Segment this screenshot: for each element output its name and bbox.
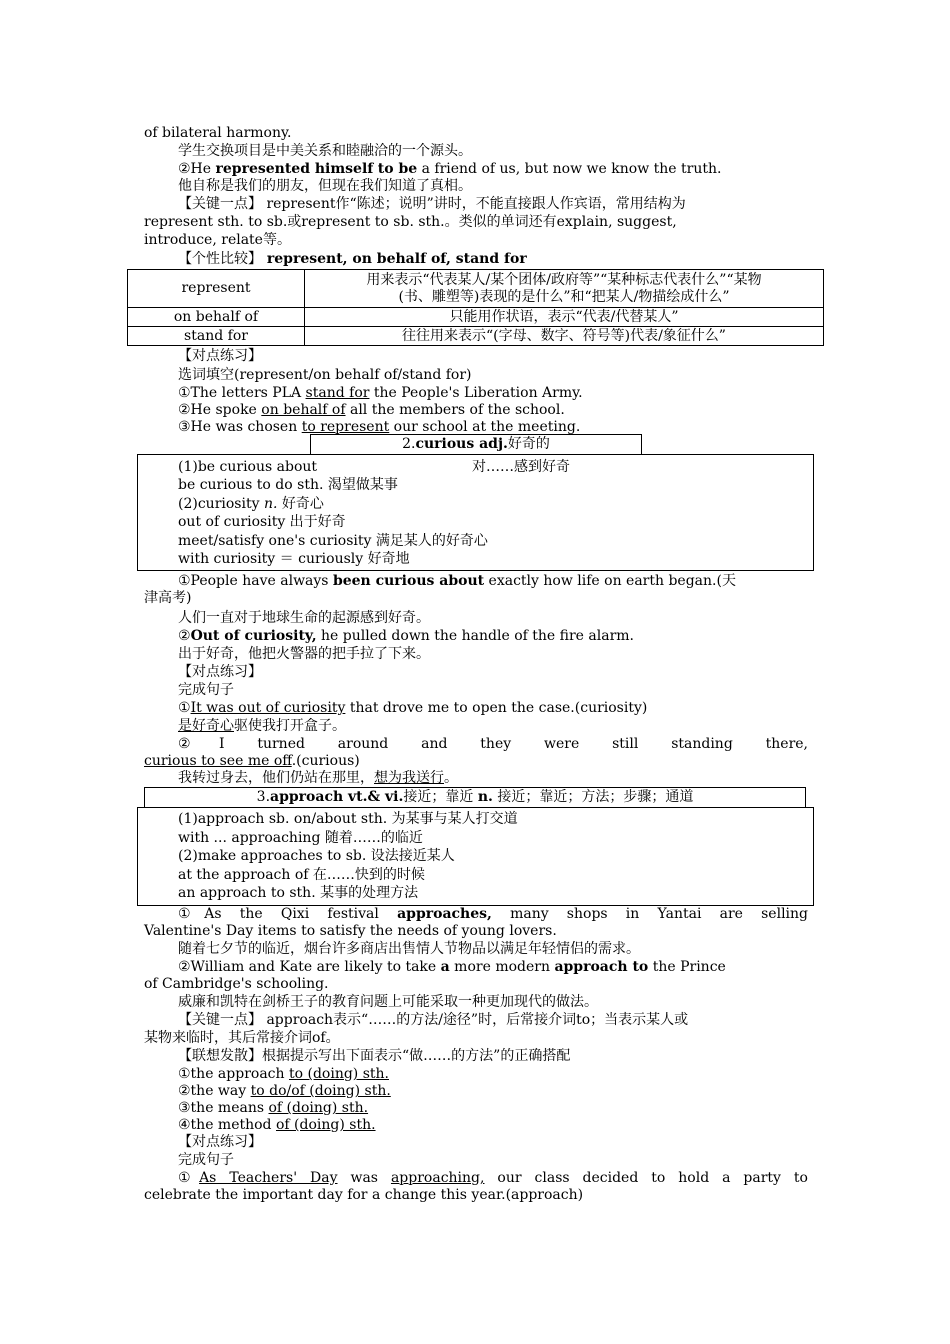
phrase-entry: with curiosity ＝ curiously 好奇地 (178, 551, 410, 567)
word-heading-curious (310, 434, 642, 455)
heading-word: approach vt.& vi. (270, 789, 404, 805)
table-row (128, 327, 824, 346)
exercise-instruction: 完成句子 (178, 682, 234, 698)
answer-blank: to represent (301, 419, 390, 435)
text: exactly how life on earth began.(天 (484, 573, 736, 589)
text-line: of Cambridge's schooling. (144, 976, 329, 992)
exercise-item: ②I turned around and they were still standing there, (178, 736, 808, 752)
phrase-entry (178, 496, 324, 513)
heading-meaning: 接近；靠近；方法；步骤；通道 (492, 789, 694, 805)
text: 对……感到好奇 (472, 459, 570, 475)
example-sentence (178, 959, 808, 976)
text: he pulled down the handle of the fire alarm. (316, 628, 634, 644)
text: the Prince (648, 959, 726, 975)
example-sentence (178, 161, 808, 178)
text: (2)curiosity (178, 496, 264, 512)
text: 好奇心 (277, 496, 324, 512)
text-line: Valentine's Day items to satisfy the needs of young lovers. (144, 923, 557, 939)
translation-line: 学生交换项目是中美关系和睦融洽的一个源头。 (178, 143, 472, 159)
example-sentence (178, 628, 808, 645)
exercise-item (178, 402, 808, 419)
text-line: introduce, relate等。 (144, 232, 291, 248)
text-line: 某物来临时，其后常接介词of。 (144, 1030, 340, 1046)
text: ③He was chosen (178, 419, 302, 435)
bold-phrase: Out of curiosity, (190, 628, 317, 644)
answer-blank: 想为我送行 (374, 770, 444, 786)
answer-blank: to (doing) sth. (288, 1066, 389, 1082)
bold-phrase: represent, on behalf of, stand for (262, 251, 527, 267)
exercise-item (178, 1083, 808, 1100)
example-sentence (178, 573, 808, 590)
heading-number: 2. (402, 436, 416, 452)
association-heading (178, 1048, 808, 1065)
word-heading-approach (144, 787, 806, 808)
text: ② (178, 628, 191, 644)
text: 驱使我打开盒子。 (234, 718, 346, 734)
phrase-box-approach (137, 807, 814, 906)
text: ②He spoke (178, 402, 262, 418)
bold-phrase: approaches, (397, 906, 492, 922)
translation-line: 随着七夕节的临近，烟台许多商店出售情人节物品以满足年轻情侣的需求。 (178, 941, 640, 957)
table-cell-term: stand for (128, 327, 305, 346)
text: our class decided to hold a party to (484, 1170, 808, 1186)
translation-line: 他自称是我们的朋友，但现在我们知道了真相。 (178, 178, 472, 194)
translation-line (178, 770, 808, 787)
part-of-speech: n. (263, 496, 278, 512)
phrase-entry: at the approach of 在……快到的时候 (178, 867, 425, 883)
table-cell-term: on behalf of (128, 308, 305, 327)
text: ②the way (178, 1083, 251, 1099)
comparison-heading (178, 251, 808, 268)
phrase-entry: with ... approaching 随着……的临近 (178, 830, 423, 846)
phrase-entry: meet/satisfy one's curiosity 满足某人的好奇心 (178, 533, 488, 549)
phrase-entry: an approach to sth. 某事的处理方法 (178, 885, 419, 901)
text: ②He (178, 161, 216, 177)
exercise-tag: 【对点练习】 (178, 1134, 262, 1150)
exercise-item (178, 385, 808, 402)
table-cell-desc: 往往用来表示“(字母、数字、符号等)代表/象征什么” (305, 327, 824, 346)
translation-line: 出于好奇，他把火警器的把手拉了下来。 (178, 646, 430, 662)
answer-blank: It was out of curiosity (190, 700, 346, 716)
key-point-tag: 【关键一点】 (178, 196, 262, 212)
text: the People's Liberation Army. (369, 385, 583, 401)
heading-meaning: 接近；靠近 (403, 789, 478, 805)
key-point (178, 1012, 808, 1029)
text: ①As the Qixi festival (178, 906, 398, 922)
text: ④the method (178, 1117, 276, 1133)
answer-blank: stand for (305, 385, 370, 401)
text: that drove me to open the case.(curiosity) (345, 700, 648, 716)
answer-blank: curious to see me off (144, 753, 292, 769)
answer-blank: of (doing) sth. (275, 1117, 376, 1133)
exercise-tag: 【对点练习】 (178, 664, 262, 680)
phrase-entry: out of curiosity 出于好奇 (178, 514, 346, 530)
bold-phrase: a (440, 959, 450, 975)
phrase-entry: (2)make approaches to sb. 设法接近某人 (178, 848, 455, 864)
table-cell-term: represent (128, 270, 305, 308)
heading-word: curious adj. (415, 436, 508, 452)
translation-line: 人们一直对于地球生命的起源感到好奇。 (178, 610, 430, 626)
translation-line (178, 718, 808, 735)
text: approach表示“……的方法/途径”时，后常接介词to；当表示某人或 (262, 1012, 689, 1028)
text: all the members of the school. (345, 402, 565, 418)
association-tag: 【联想发散】 (178, 1048, 262, 1064)
exercise-tag: 【对点练习】 (178, 348, 262, 364)
text: our school at the meeting. (389, 419, 581, 435)
table-row (128, 270, 824, 308)
exercise-item (178, 1100, 808, 1117)
text: ① (178, 1170, 200, 1186)
text: 。 (444, 770, 458, 786)
text-line: 津高考) (144, 590, 192, 606)
exercise-item (178, 1117, 808, 1134)
exercise-item (178, 1066, 808, 1083)
answer-blank: to do/of (doing) sth. (250, 1083, 391, 1099)
heading-meaning: 好奇的 (507, 436, 550, 452)
table-row (128, 308, 824, 327)
exercise-item (178, 700, 808, 717)
bold-phrase: approach to (554, 959, 649, 975)
text: (书、雕塑等)表现的是什么”和“把某人/物描绘成什么” (398, 288, 730, 305)
comparison-tag: 【个性比较】 (178, 251, 262, 267)
phrase-entry: be curious to do sth. 渴望做某事 (178, 477, 398, 493)
text: was (337, 1170, 391, 1186)
text: represent作“陈述；说明”讲时，不能直接跟人作宾语，常用结构为 (262, 196, 686, 212)
exercise-item (144, 753, 808, 770)
text: ①the approach (178, 1066, 289, 1082)
text-line: represent sth. to sb.或represent to sb. sth.。类似的单词还有explain, suggest, (144, 214, 677, 230)
heading-number: 3. (256, 789, 271, 805)
text: ②William and Kate are likely to take (178, 959, 441, 975)
heading-pos: n. (477, 789, 493, 805)
text: ① (178, 700, 191, 716)
text: many shops in Yantai are selling (491, 906, 808, 922)
phrase-entry: (1)approach sb. on/about sth. 为某事与某人打交道 (178, 811, 518, 827)
exercise-instruction: 选词填空(represent/on behalf of/stand for) (178, 367, 472, 383)
exercise-item (178, 1170, 808, 1187)
table-cell-desc: 只能用作状语，表示“代表/代替某人” (305, 308, 824, 327)
text: ③the means (178, 1100, 269, 1116)
answer-blank: of (doing) sth. (268, 1100, 369, 1116)
phrase-box-curious (137, 454, 814, 571)
answer-blank: As Teachers' Day (199, 1170, 338, 1186)
text: (1)be curious about (178, 459, 318, 475)
exercise-instruction: 完成句子 (178, 1152, 234, 1168)
key-point (178, 196, 808, 213)
text: ①The letters PLA (178, 385, 306, 401)
text: a friend of us, but now we know the truth. (417, 161, 722, 177)
answer-blank: 是好奇心 (178, 718, 234, 734)
key-point-tag: 【关键一点】 (178, 1012, 262, 1028)
bold-phrase: to be (377, 161, 418, 177)
bold-phrase: represented himself (215, 161, 374, 177)
table-cell-desc (305, 270, 824, 308)
text: 用来表示“代表某人/某个团体/政府等”“某种标志代表什么”“某物 (366, 271, 762, 288)
text: 根据提示写出下面表示“做……的方法”的正确搭配 (262, 1048, 571, 1064)
translation-line: 威廉和凯特在剑桥王子的教育问题上可能采取一种更加现代的做法。 (178, 994, 598, 1010)
text: ①People have always (178, 573, 333, 589)
bold-phrase: been curious about (332, 573, 485, 589)
answer-blank: on behalf of (261, 402, 346, 418)
text: 我转过身去，他们仍站在那里， (178, 770, 374, 786)
text-line: celebrate the important day for a change this year.(approach) (144, 1187, 584, 1203)
text: more modern (449, 959, 555, 975)
example-sentence (178, 906, 808, 923)
phrase-entry (178, 459, 570, 476)
answer-blank: approaching, (390, 1170, 485, 1186)
comparison-table (127, 269, 824, 346)
text-line: of bilateral harmony. (144, 125, 292, 141)
text: .(curious) (291, 753, 360, 769)
